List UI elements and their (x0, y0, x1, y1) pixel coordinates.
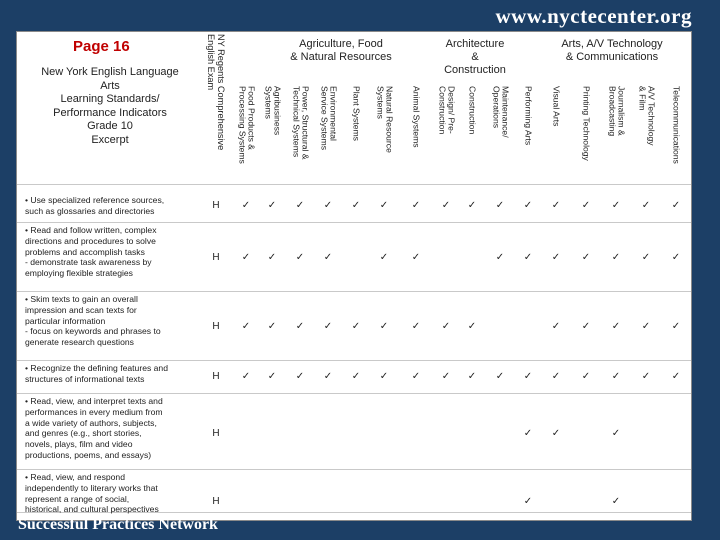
column-header-label: Agribusiness Systems (263, 86, 283, 136)
column-header-label: Design/ Pre- Construction (437, 86, 457, 135)
column-header-label: Construction (467, 86, 478, 135)
header-divider (17, 184, 691, 185)
check-cell: ✓ (267, 252, 277, 263)
check-cell: ✓ (295, 252, 305, 263)
check-cell: ✓ (379, 200, 389, 211)
check-cell: ✓ (611, 252, 621, 263)
check-cell: ✓ (495, 252, 505, 263)
check-cell: ✓ (267, 371, 277, 382)
check-cell: ✓ (523, 496, 533, 507)
check-cell: ✓ (467, 371, 477, 382)
standard-text: • Read, view, and interpret texts and performances in every medium from a wide variety of authors, subjects, and genres (e.g., short stories, novels, plays, film and video productions, poems, and essays) (25, 396, 163, 460)
check-cell: ✓ (267, 200, 277, 211)
check-cell: ✓ (467, 321, 477, 332)
check-cell: ✓ (295, 200, 305, 211)
column-header-label: Natural Resource Systems (375, 86, 395, 153)
check-cell: ✓ (351, 200, 361, 211)
column-header-label: Journalism & Broadcasting (607, 86, 627, 137)
check-cell: ✓ (551, 252, 561, 263)
check-cell: ✓ (641, 371, 651, 382)
standard-text: • Skim texts to gain an overall impression and scan texts for particular information - focus on keywords and phrases to generate research questions (25, 294, 161, 348)
check-cell: ✓ (441, 321, 451, 332)
check-cell: ✓ (671, 371, 681, 382)
check-cell: ✓ (379, 371, 389, 382)
check-cell: ✓ (351, 321, 361, 332)
check-cell: ✓ (495, 371, 505, 382)
check-cell: ✓ (441, 371, 451, 382)
regents-level-cell: H (212, 321, 220, 332)
regents-level-cell: H (212, 428, 220, 439)
check-cell: ✓ (441, 200, 451, 211)
footer-brand: Successful Practices Network (18, 516, 218, 533)
check-cell: ✓ (551, 321, 561, 332)
check-cell: ✓ (351, 371, 361, 382)
column-header-label: Performing Arts (523, 86, 534, 146)
check-cell: ✓ (467, 200, 477, 211)
check-cell: ✓ (295, 321, 305, 332)
regents-level-cell: H (212, 252, 220, 263)
check-cell: ✓ (671, 252, 681, 263)
row-divider (17, 222, 691, 223)
regents-level-cell: H (212, 371, 220, 382)
row-divider (17, 469, 691, 470)
row-divider (17, 360, 691, 361)
standard-text: • Use specialized reference sources, such as glossaries and directories (25, 195, 165, 216)
group-arts: Arts, A/V Technology & Communications (561, 38, 663, 63)
check-cell: ✓ (267, 321, 277, 332)
check-cell: ✓ (523, 428, 533, 439)
check-cell: ✓ (611, 496, 621, 507)
check-cell: ✓ (581, 200, 591, 211)
check-cell: ✓ (551, 371, 561, 382)
check-cell: ✓ (551, 428, 561, 439)
column-header-label: Plant Systems (351, 86, 362, 141)
check-cell: ✓ (581, 321, 591, 332)
column-header-label: Environmental Service Systems (319, 86, 339, 150)
column-header-label: Animal Systems (411, 86, 422, 148)
check-cell: ✓ (241, 252, 251, 263)
check-cell: ✓ (411, 252, 421, 263)
page-title: Page 16 (73, 38, 130, 55)
check-cell: ✓ (323, 321, 333, 332)
site-url: www.nyctecenter.org (495, 4, 692, 28)
check-cell: ✓ (323, 371, 333, 382)
column-header-label: Maintenance/ Operations (491, 86, 511, 138)
check-cell: ✓ (379, 321, 389, 332)
check-cell: ✓ (581, 371, 591, 382)
check-cell: ✓ (241, 371, 251, 382)
group-agriculture: Agriculture, Food & Natural Resources (290, 38, 392, 63)
check-cell: ✓ (523, 252, 533, 263)
check-cell: ✓ (411, 200, 421, 211)
column-header-label: Food Products & Processing Systems (237, 86, 257, 164)
check-cell: ✓ (641, 252, 651, 263)
regents-level-cell: H (212, 200, 220, 211)
row-divider (17, 291, 691, 292)
check-cell: ✓ (641, 200, 651, 211)
column-header-label: Visual Arts (551, 86, 562, 127)
regents-level-cell: H (212, 496, 220, 507)
check-cell: ✓ (241, 321, 251, 332)
check-cell: ✓ (323, 200, 333, 211)
check-cell: ✓ (411, 321, 421, 332)
check-cell: ✓ (411, 371, 421, 382)
check-cell: ✓ (671, 200, 681, 211)
check-cell: ✓ (611, 321, 621, 332)
check-cell: ✓ (581, 252, 591, 263)
standard-text: • Read and follow written, complex directions and procedures to solve problems and accomplish tasks - demonstrate task awareness by employing flexible strategies (25, 225, 157, 279)
check-cell: ✓ (641, 321, 651, 332)
check-cell: ✓ (611, 200, 621, 211)
check-cell: ✓ (241, 200, 251, 211)
row-divider (17, 393, 691, 394)
column-header-label: Printing Technology (581, 86, 592, 161)
check-cell: ✓ (611, 428, 621, 439)
check-cell: ✓ (551, 200, 561, 211)
check-cell: ✓ (671, 321, 681, 332)
standards-title: New York English Language Arts Learning Standards/ Performance Indicators Grade 10 Excerpt (41, 66, 179, 146)
check-cell: ✓ (523, 200, 533, 211)
standard-text: • Read, view, and respond independently to literary works that represent a range of social, historical, and cultural perspectives (25, 472, 159, 515)
column-header-label: Power, Structural & Technical Systems (291, 86, 311, 160)
column-header-label: Telecommunications (671, 86, 682, 164)
check-cell: ✓ (523, 371, 533, 382)
column-header-label: NY Regents Comprehensive English Exam (206, 34, 226, 151)
check-cell: ✓ (379, 252, 389, 263)
check-cell: ✓ (295, 371, 305, 382)
check-cell: ✓ (495, 200, 505, 211)
check-cell: ✓ (611, 371, 621, 382)
standards-table (16, 31, 692, 521)
standard-text: • Recognize the defining features and structures of informational texts (25, 363, 168, 384)
column-header-label: A/V Technology & Film (637, 86, 657, 146)
check-cell: ✓ (323, 252, 333, 263)
group-architecture: Architecture & Construction (444, 38, 506, 76)
